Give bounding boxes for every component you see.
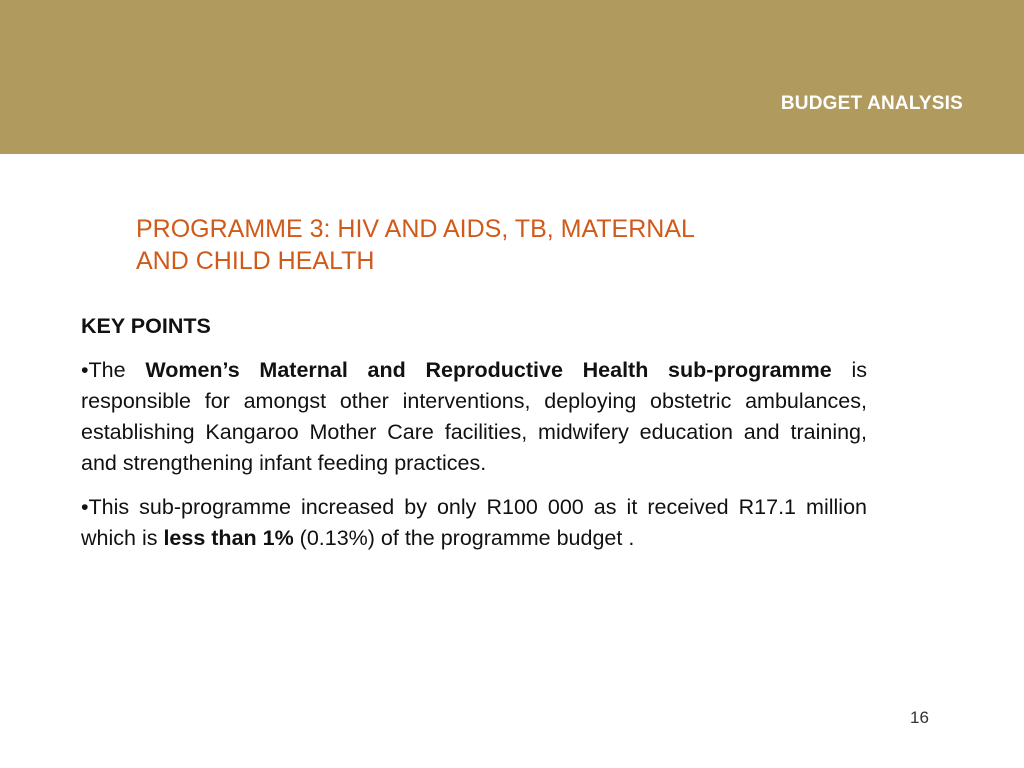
bullet-item — [81, 355, 867, 479]
slide-title-line-1: PROGRAMME 3: HIV AND AIDS, TB, MATERNAL — [136, 215, 695, 243]
slide-title — [136, 213, 796, 277]
content-body — [81, 311, 867, 567]
bullet-bold-text: less than 1% — [163, 526, 294, 550]
bullet-bold-text: Women’s Maternal and Reproductive Health sub-programme — [145, 358, 832, 382]
page-number: 16 — [910, 708, 929, 727]
bullet-prefix: •This sub-programme increased by only R100 000 as it received R17.1 million which is — [81, 495, 867, 550]
slide-title-line-2: AND CHILD HEALTH — [136, 247, 375, 275]
section-heading: KEY POINTS — [81, 314, 211, 338]
bullet-prefix: •The — [81, 358, 146, 382]
header-label: BUDGET ANALYSIS — [780, 93, 963, 114]
header-band — [0, 0, 1024, 154]
bullet-suffix: (0.13%) of the programme budget . — [293, 526, 635, 550]
bullet-suffix: is responsible for amongst other interventions, deploying obstetric ambulances, establishing Kangaroo Mother Care facilities, midwifery education and training, and strengthening infant feeding practices. — [81, 358, 867, 475]
bullet-item — [81, 492, 867, 554]
